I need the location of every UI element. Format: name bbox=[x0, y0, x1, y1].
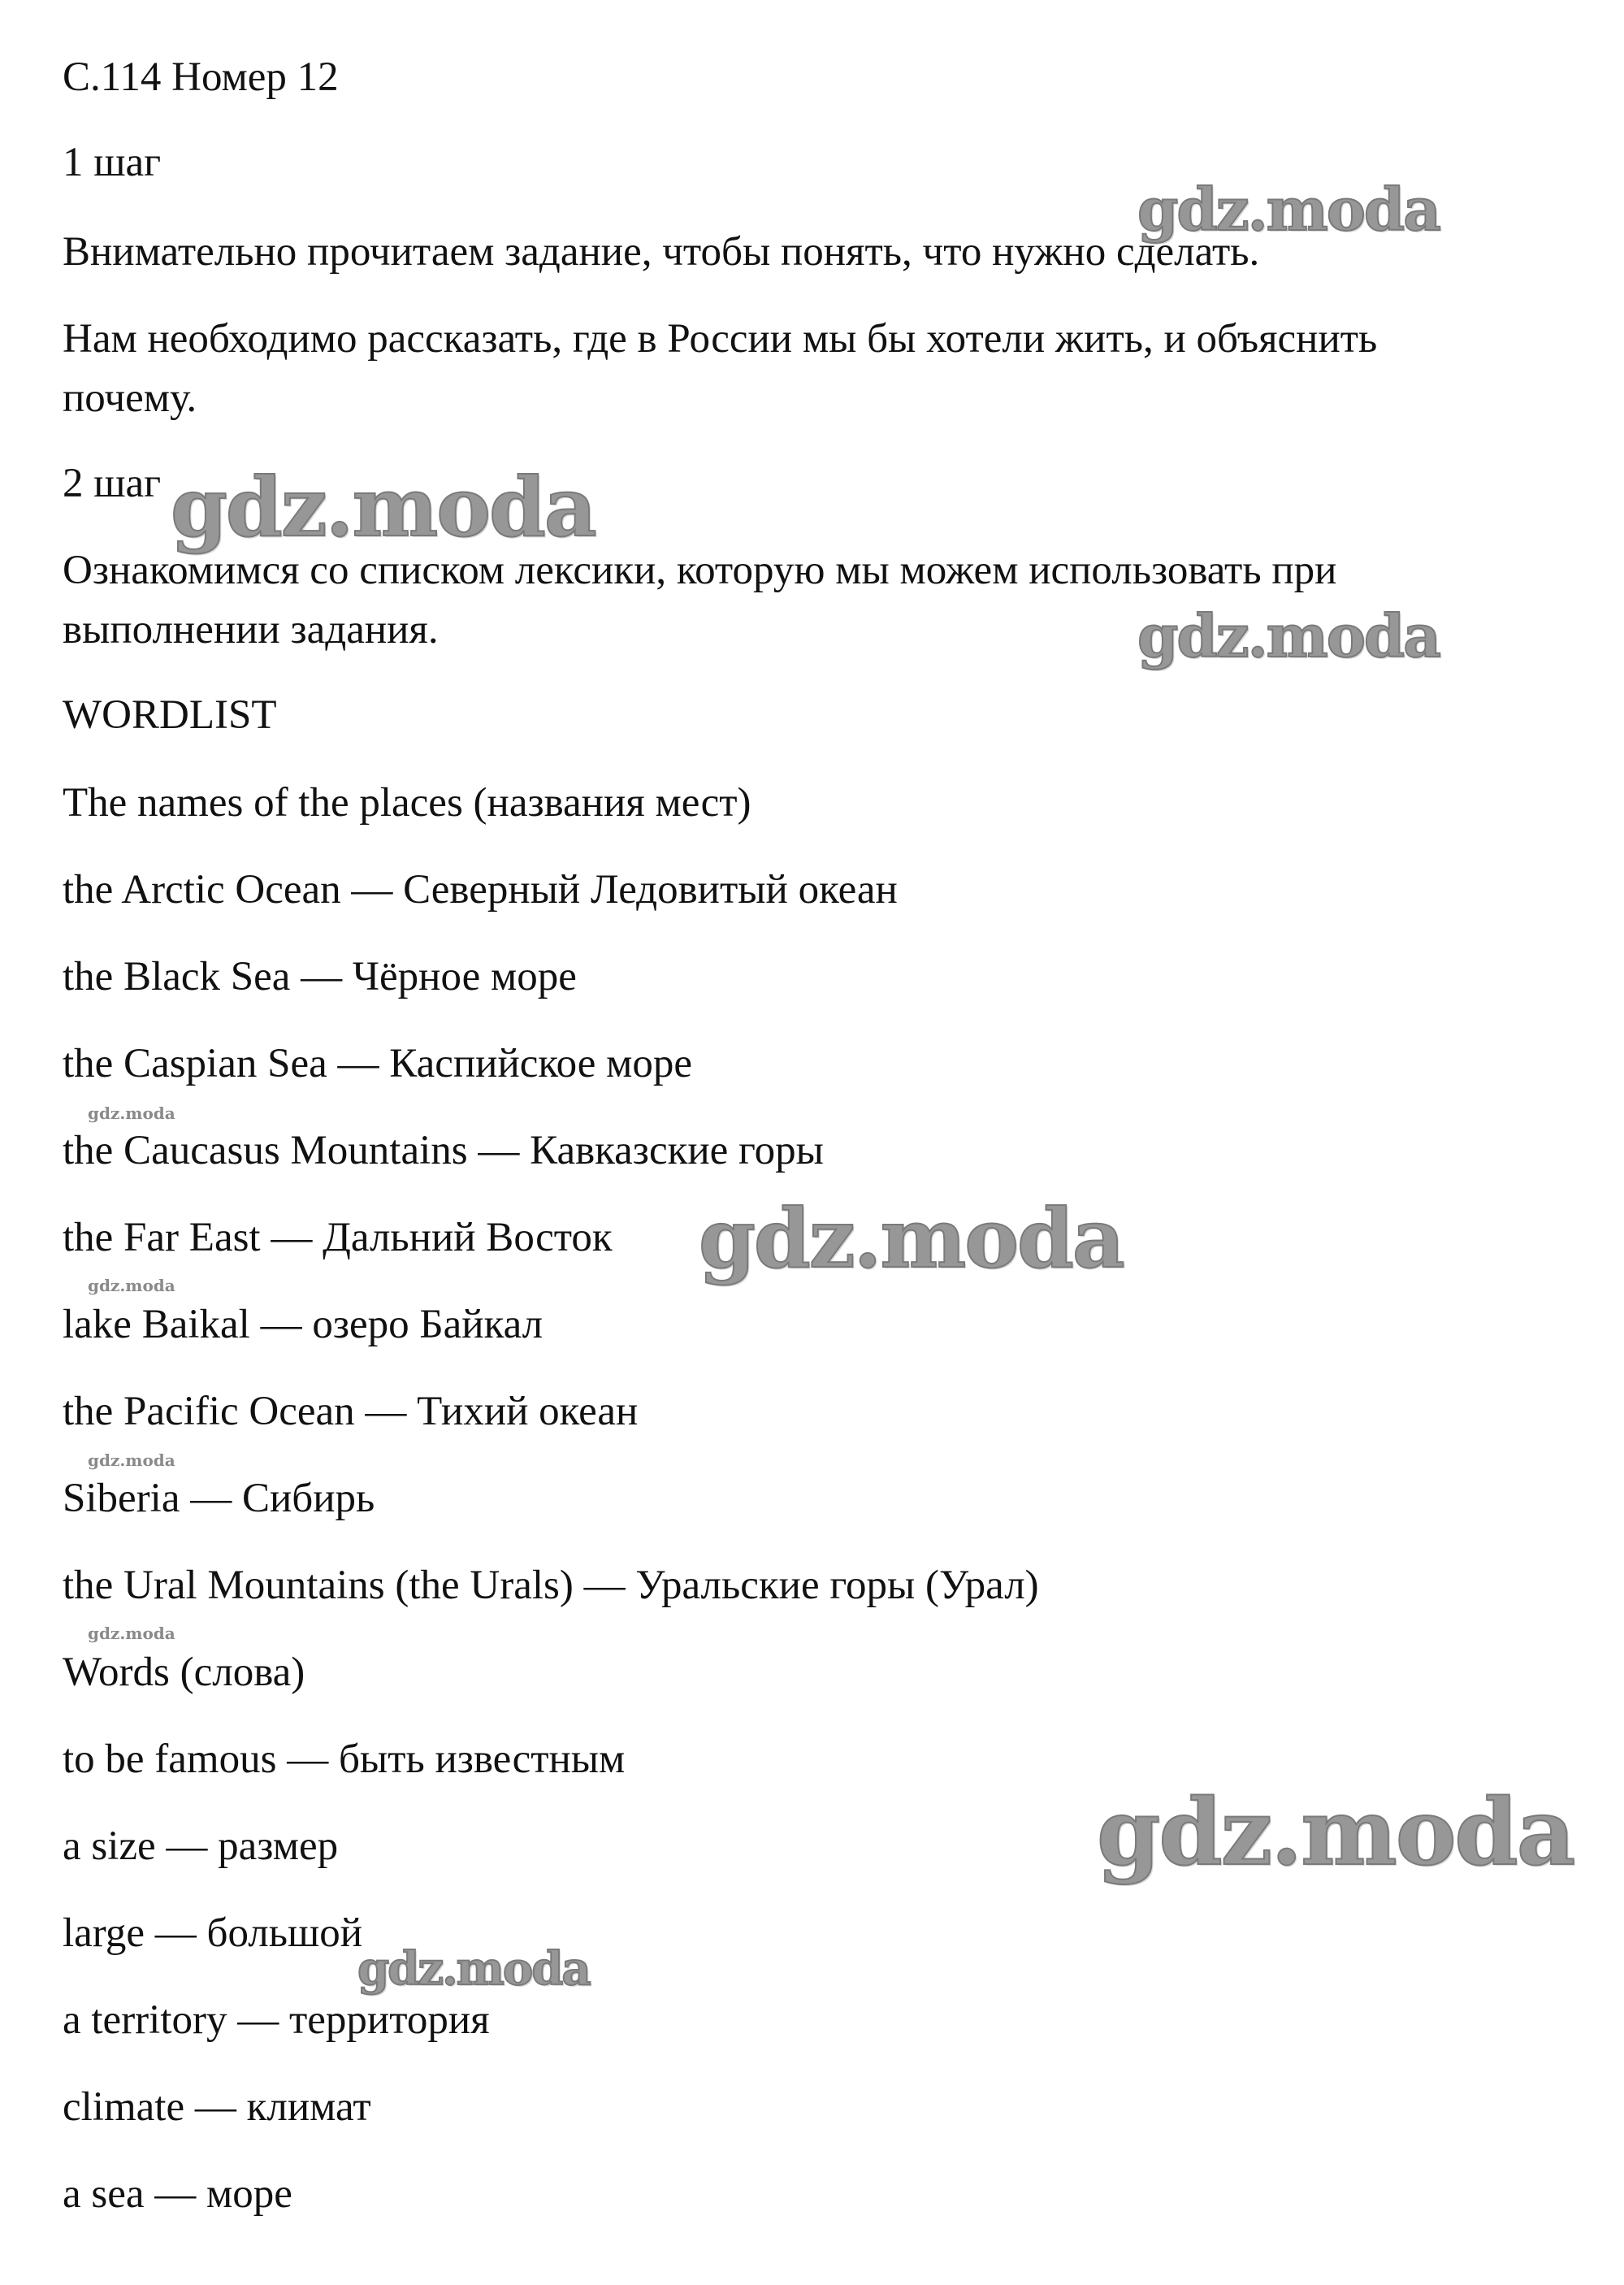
watermark: gdz.moda bbox=[1137, 175, 1440, 244]
wordlist-item: the Ural Mountains (the Urals) — Уральские горы (Урал) bbox=[63, 1563, 1039, 1608]
watermark: gdz.moda bbox=[88, 1624, 175, 1643]
wordlist-title: WORDLIST bbox=[63, 692, 277, 738]
watermark: gdz.moda bbox=[1137, 601, 1440, 670]
watermark: gdz.moda bbox=[699, 1190, 1124, 1286]
task-text-line-1: Нам необходимо рассказать, где в России мы бы хотели жить, и объяснить bbox=[63, 316, 1378, 362]
wordlist-item: the Arctic Ocean — Северный Ледовитый океан bbox=[63, 867, 898, 913]
wordlist-item: the Caspian Sea — Каспийское море bbox=[63, 1041, 692, 1086]
wordlist-item: a size — размер bbox=[63, 1823, 339, 1869]
step-2-text-line-1: Ознакомимся со списком лексики, которую мы можем использовать при bbox=[63, 548, 1337, 593]
wordlist-item: a sea — море bbox=[63, 2171, 292, 2217]
wordlist-item: large — большой bbox=[63, 1910, 363, 1956]
places-heading: The names of the places (названия мест) bbox=[63, 780, 751, 826]
words-heading: Words (слова) bbox=[63, 1650, 305, 1695]
wordlist-item: the Far East — Дальний Восток bbox=[63, 1215, 613, 1260]
watermark: gdz.moda bbox=[357, 1942, 590, 1996]
watermark: gdz.moda bbox=[171, 459, 595, 555]
step-1-text: Внимательно прочитаем задание, чтобы понять, что нужно сделать. bbox=[63, 229, 1260, 275]
step-2-text-line-2: выполнении задания. bbox=[63, 607, 439, 653]
wordlist-item: to be famous — быть известным bbox=[63, 1737, 626, 1782]
watermark: gdz.moda bbox=[88, 1103, 175, 1123]
watermark: gdz.moda bbox=[1097, 1780, 1574, 1886]
step-1-label: 1 шаг bbox=[63, 140, 162, 185]
watermark: gdz.moda bbox=[88, 1450, 175, 1470]
wordlist-item: climate — климат bbox=[63, 2084, 371, 2130]
step-2-label: 2 шаг bbox=[63, 461, 162, 506]
task-text-line-2: почему. bbox=[63, 375, 197, 421]
wordlist-item: the Caucasus Mountains — Кавказские горы bbox=[63, 1128, 824, 1173]
wordlist-item: the Pacific Ocean — Тихий океан bbox=[63, 1389, 639, 1434]
wordlist-item: the Black Sea — Чёрное море bbox=[63, 954, 577, 999]
wordlist-item: lake Baikal — озеро Байкал bbox=[63, 1302, 543, 1347]
watermark: gdz.moda bbox=[88, 1276, 175, 1295]
wordlist-item: a territory — территория bbox=[63, 1997, 490, 2043]
page-header: С.114 Номер 12 bbox=[63, 54, 339, 100]
wordlist-item: Siberia — Сибирь bbox=[63, 1476, 375, 1521]
